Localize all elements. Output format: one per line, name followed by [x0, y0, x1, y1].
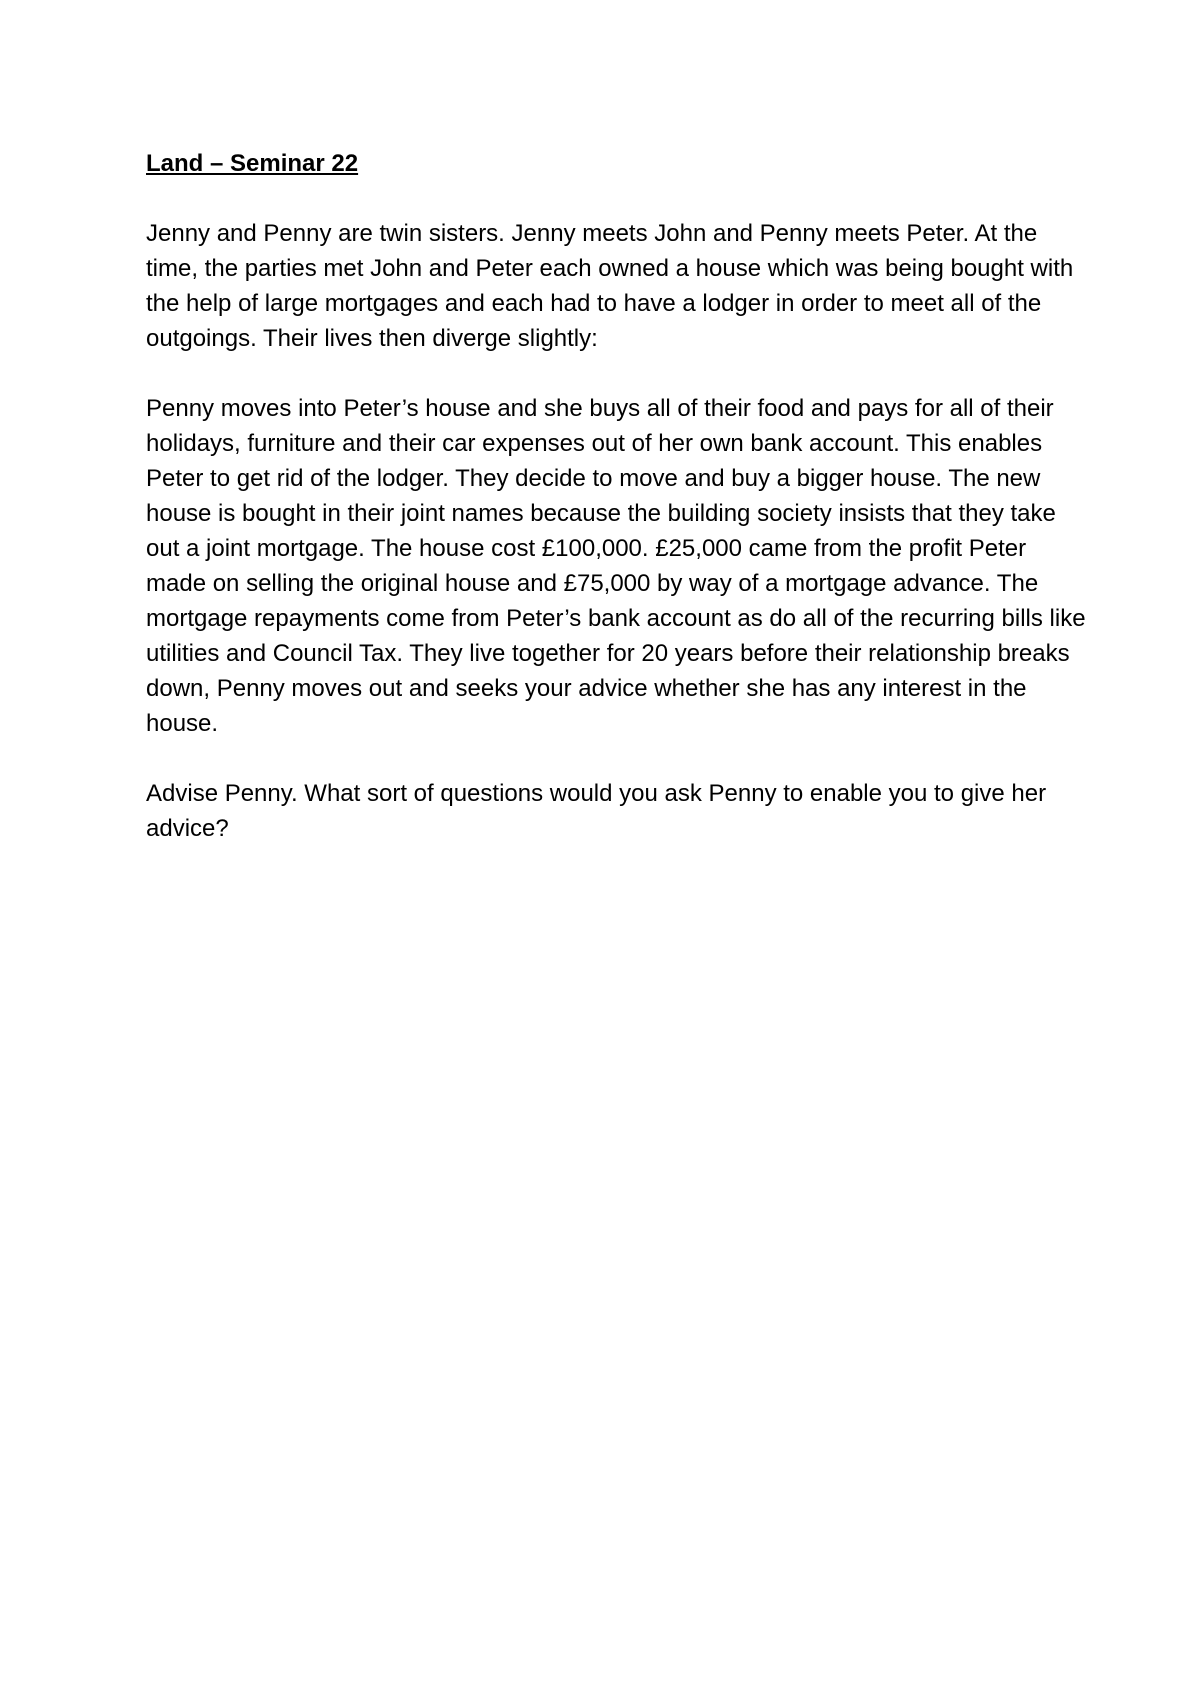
document-body [146, 146, 1086, 881]
paragraph-question: Advise Penny. What sort of questions would you ask Penny to enable you to give her advice? [146, 780, 1047, 842]
paragraph-facts: Jenny and Penny are twin sisters. Jenny meets John and Penny meets Peter. At the time, the parties met John and Peter each owned a house which was being bought with the help of large mortgages and each had to have a lodger in order to meet all of the outgoings. Their lives then diverge slightly: [146, 220, 1074, 352]
paragraph-scenario: Penny moves into Peter’s house and she buys all of their food and pays for all of their holidays, furniture and their car expenses out of her own bank account. This enables Peter to get rid of the lodger. They decide to move and buy a bigger house. The new house is bought in their joint names because the building society insists that they take out a joint mortgage. The house cost £100,000. £25,000 came from the profit Peter made on selling the original house and £75,000 by way of a mortgage advance. The mortgage repayments come from Peter’s bank account as do all of the recurring bills like utilities and Council Tax. They live together for 20 years before their relationship breaks down, Penny moves out and seeks your advice whether she has any interest in the house. [146, 395, 1086, 737]
document-title: Land – Seminar 22 [146, 150, 359, 177]
